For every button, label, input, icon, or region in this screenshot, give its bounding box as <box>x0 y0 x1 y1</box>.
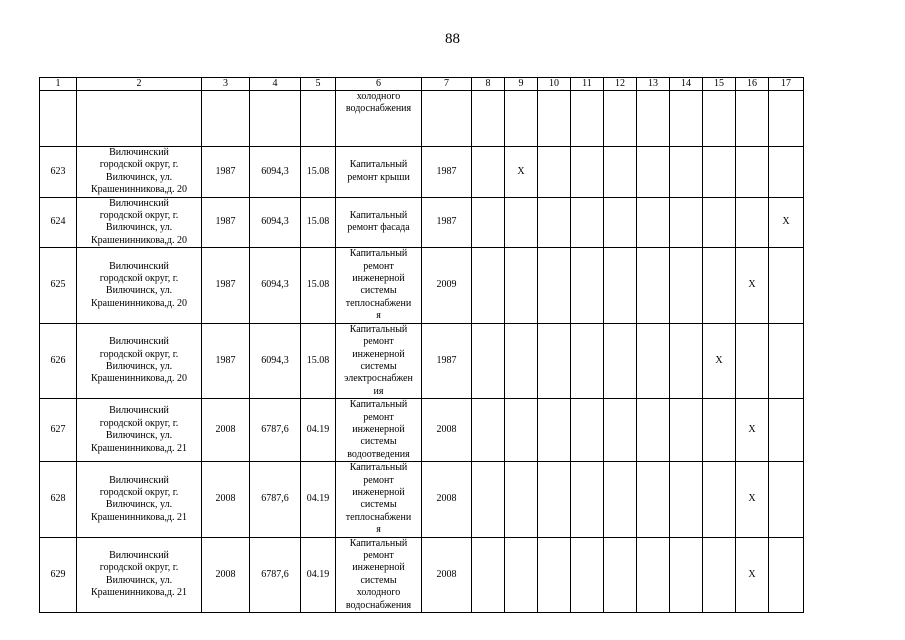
cell-mark-col-17 <box>769 248 804 323</box>
column-header: 14 <box>670 78 703 91</box>
cell-mark <box>670 91 703 147</box>
cell-year-repair <box>422 91 472 147</box>
cell-mark-col-9 <box>505 248 538 323</box>
cell-area: 6094,3 <box>250 147 301 198</box>
cell-mark-col-8 <box>472 399 505 462</box>
cell-mark-col-15 <box>703 197 736 248</box>
column-header: 11 <box>571 78 604 91</box>
cell-mark-col-11 <box>571 197 604 248</box>
cell-num: 625 <box>40 248 77 323</box>
cell-mark-col-17 <box>769 399 804 462</box>
cell-area: 6094,3 <box>250 248 301 323</box>
cell-address: Вилючинский городской округ, г. Вилючинск, ул. Крашенинникова,д. 20 <box>77 197 202 248</box>
cell-address: Вилючинский городской округ, г. Вилючинск, ул. Крашенинникова,д. 21 <box>77 537 202 612</box>
column-header: 15 <box>703 78 736 91</box>
cell-year-repair: 2009 <box>422 248 472 323</box>
cell-year-built: 2008 <box>202 537 250 612</box>
cell-year-built <box>202 91 250 147</box>
cell-mark-col-17 <box>769 462 804 537</box>
cell-mark-col-15 <box>703 399 736 462</box>
table-row-continuation <box>40 91 804 147</box>
cell-area: 6787,6 <box>250 462 301 537</box>
cell-mark-col-11 <box>571 399 604 462</box>
cell-year-built: 1987 <box>202 147 250 198</box>
cell-year-built: 1987 <box>202 197 250 248</box>
cell-mark <box>736 91 769 147</box>
cell-address <box>77 91 202 147</box>
cell-date: 15.08 <box>301 248 336 323</box>
cell-mark-col-15 <box>703 147 736 198</box>
cell-year-repair: 1987 <box>422 197 472 248</box>
column-header: 16 <box>736 78 769 91</box>
cell-mark-col-17 <box>769 537 804 612</box>
cell-year-repair: 2008 <box>422 399 472 462</box>
cell-address: Вилючинский городской округ, г. Вилючинск, ул. Крашенинникова,д. 21 <box>77 462 202 537</box>
cell-mark-col-13 <box>637 248 670 323</box>
cell-year-repair: 2008 <box>422 462 472 537</box>
cell-mark-col-17: X <box>769 197 804 248</box>
cell-mark-col-16 <box>736 147 769 198</box>
cell-date: 15.08 <box>301 147 336 198</box>
cell-mark-col-8 <box>472 462 505 537</box>
cell-mark-col-16: X <box>736 462 769 537</box>
cell-address: Вилючинский городской округ, г. Вилючинск, ул. Крашенинникова,д. 20 <box>77 323 202 398</box>
cell-mark-col-12 <box>604 323 637 398</box>
cell-work-type: Капитальный ремонт инженерной системы электроснабжен ия <box>336 323 422 398</box>
cell-mark-col-12 <box>604 537 637 612</box>
table-row <box>40 537 804 612</box>
cell-date: 04.19 <box>301 537 336 612</box>
cell-mark-col-13 <box>637 462 670 537</box>
cell-mark-col-16 <box>736 197 769 248</box>
page-number: 88 <box>445 31 460 47</box>
cell-area: 6094,3 <box>250 197 301 248</box>
cell-num: 626 <box>40 323 77 398</box>
cell-mark-col-12 <box>604 462 637 537</box>
cell-mark-col-9 <box>505 323 538 398</box>
cell-address: Вилючинский городской округ, г. Вилючинск, ул. Крашенинникова,д. 20 <box>77 147 202 198</box>
cell-year-built: 1987 <box>202 323 250 398</box>
column-header: 17 <box>769 78 804 91</box>
cell-num <box>40 91 77 147</box>
cell-mark-col-12 <box>604 248 637 323</box>
cell-mark <box>571 91 604 147</box>
cell-mark-col-9 <box>505 399 538 462</box>
cell-mark <box>538 91 571 147</box>
cell-address: Вилючинский городской округ, г. Вилючинск, ул. Крашенинникова,д. 20 <box>77 248 202 323</box>
cell-mark-col-10 <box>538 323 571 398</box>
cell-mark-col-9 <box>505 197 538 248</box>
cell-date: 04.19 <box>301 399 336 462</box>
cell-area: 6787,6 <box>250 399 301 462</box>
cell-mark-col-11 <box>571 248 604 323</box>
cell-mark-col-13 <box>637 147 670 198</box>
cell-mark-col-10 <box>538 462 571 537</box>
table-row <box>40 399 804 462</box>
cell-year-built: 1987 <box>202 248 250 323</box>
cell-year-repair: 1987 <box>422 147 472 198</box>
cell-mark-col-10 <box>538 537 571 612</box>
cell-num: 627 <box>40 399 77 462</box>
cell-date: 15.08 <box>301 197 336 248</box>
cell-mark-col-8 <box>472 537 505 612</box>
repair-registry-table <box>39 77 804 613</box>
cell-mark-col-10 <box>538 248 571 323</box>
cell-work-type: Капитальный ремонт инженерной системы водоотведения <box>336 399 422 462</box>
cell-mark-col-12 <box>604 399 637 462</box>
cell-mark-col-11 <box>571 462 604 537</box>
cell-num: 624 <box>40 197 77 248</box>
cell-mark-col-10 <box>538 197 571 248</box>
cell-mark <box>703 91 736 147</box>
cell-mark-col-17 <box>769 323 804 398</box>
cell-mark-col-10 <box>538 399 571 462</box>
cell-mark-col-14 <box>670 323 703 398</box>
cell-work-type: Капитальный ремонт крыши <box>336 147 422 198</box>
cell-mark <box>505 91 538 147</box>
cell-year-built: 2008 <box>202 399 250 462</box>
column-header: 10 <box>538 78 571 91</box>
column-header: 1 <box>40 78 77 91</box>
column-header: 8 <box>472 78 505 91</box>
cell-mark-col-11 <box>571 147 604 198</box>
cell-mark-col-14 <box>670 147 703 198</box>
cell-mark-col-16: X <box>736 537 769 612</box>
cell-mark <box>769 91 804 147</box>
cell-mark-col-9 <box>505 537 538 612</box>
cell-mark <box>637 91 670 147</box>
cell-mark-col-8 <box>472 197 505 248</box>
cell-mark-col-16: X <box>736 399 769 462</box>
table-row <box>40 323 804 398</box>
cell-mark-col-15: X <box>703 323 736 398</box>
cell-mark-col-8 <box>472 147 505 198</box>
table-row <box>40 248 804 323</box>
cell-mark-col-13 <box>637 197 670 248</box>
cell-mark-col-14 <box>670 399 703 462</box>
column-number-header <box>40 78 804 91</box>
cell-mark-col-15 <box>703 248 736 323</box>
cell-mark-col-17 <box>769 147 804 198</box>
cell-mark-col-12 <box>604 147 637 198</box>
cell-mark-col-14 <box>670 197 703 248</box>
column-header: 7 <box>422 78 472 91</box>
cell-work-type: Капитальный ремонт инженерной системы теплоснабжени я <box>336 248 422 323</box>
cell-area <box>250 91 301 147</box>
column-header: 6 <box>336 78 422 91</box>
cell-num: 623 <box>40 147 77 198</box>
cell-mark-col-13 <box>637 399 670 462</box>
column-header: 13 <box>637 78 670 91</box>
cell-area: 6787,6 <box>250 537 301 612</box>
cell-num: 629 <box>40 537 77 612</box>
cell-date: 04.19 <box>301 462 336 537</box>
cell-mark-col-15 <box>703 462 736 537</box>
cell-date <box>301 91 336 147</box>
table-row <box>40 462 804 537</box>
column-header: 9 <box>505 78 538 91</box>
cell-mark-col-8 <box>472 248 505 323</box>
cell-mark-col-9 <box>505 462 538 537</box>
column-header: 12 <box>604 78 637 91</box>
cell-mark-col-13 <box>637 323 670 398</box>
cell-mark-col-10 <box>538 147 571 198</box>
cell-year-repair: 2008 <box>422 537 472 612</box>
cell-mark-col-14 <box>670 537 703 612</box>
cell-mark <box>472 91 505 147</box>
cell-date: 15.08 <box>301 323 336 398</box>
cell-mark-col-11 <box>571 323 604 398</box>
table-row <box>40 147 804 198</box>
cell-work-type: холодного водоснабжения <box>336 91 422 147</box>
cell-mark <box>604 91 637 147</box>
cell-work-type: Капитальный ремонт инженерной системы холодного водоснабжения <box>336 537 422 612</box>
cell-mark-col-14 <box>670 462 703 537</box>
column-header: 2 <box>77 78 202 91</box>
table-row <box>40 197 804 248</box>
cell-mark-col-14 <box>670 248 703 323</box>
cell-mark-col-11 <box>571 537 604 612</box>
cell-num: 628 <box>40 462 77 537</box>
cell-address: Вилючинский городской округ, г. Вилючинск, ул. Крашенинникова,д. 21 <box>77 399 202 462</box>
column-header: 5 <box>301 78 336 91</box>
cell-work-type: Капитальный ремонт инженерной системы теплоснабжени я <box>336 462 422 537</box>
column-header: 4 <box>250 78 301 91</box>
cell-mark-col-13 <box>637 537 670 612</box>
cell-area: 6094,3 <box>250 323 301 398</box>
column-header: 3 <box>202 78 250 91</box>
cell-mark-col-16: X <box>736 248 769 323</box>
cell-mark-col-16 <box>736 323 769 398</box>
cell-mark-col-15 <box>703 537 736 612</box>
cell-year-repair: 1987 <box>422 323 472 398</box>
cell-mark-col-12 <box>604 197 637 248</box>
cell-mark-col-9: X <box>505 147 538 198</box>
cell-year-built: 2008 <box>202 462 250 537</box>
cell-mark-col-8 <box>472 323 505 398</box>
cell-work-type: Капитальный ремонт фасада <box>336 197 422 248</box>
